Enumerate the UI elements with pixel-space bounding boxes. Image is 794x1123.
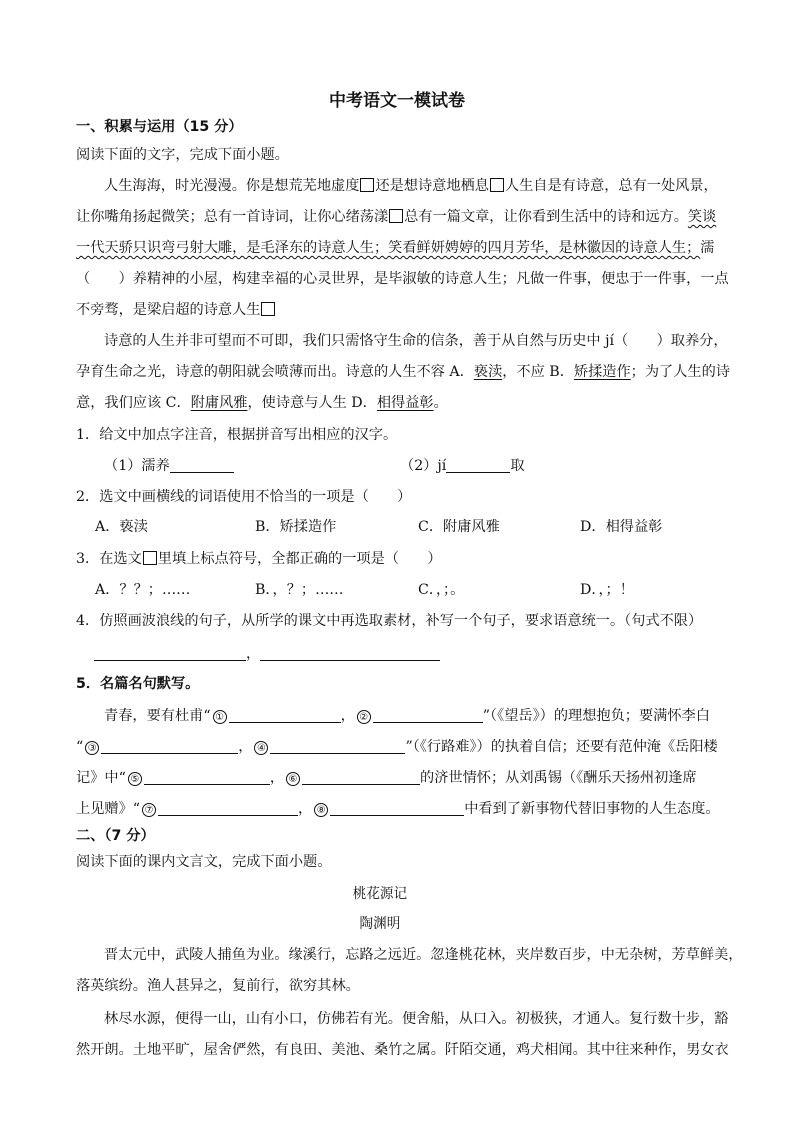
circled-number: ④: [254, 741, 268, 755]
text-span: 上见赠》“: [76, 801, 141, 817]
classical-text-line-4: 然开朗。土地平旷，屋舍俨然，有良田、美池、桑竹之属。阡陌交通，鸡犬相闻。其中往来种作，男女衣: [76, 1042, 729, 1058]
section-2-heading: 二、（7 分）: [76, 828, 155, 844]
question-1: 1．给文中加点字注音，根据拼音写出相应的汉字。: [76, 427, 398, 443]
passage-2-line-3: [76, 393, 448, 413]
question-5-line-3: [76, 768, 697, 788]
text-span: （2）jí: [400, 458, 447, 474]
text-span: 意，我们应该 C．: [76, 395, 191, 411]
passage-1-line-1: [104, 176, 718, 196]
question-2-option-b[interactable]: B．矫揉造作: [255, 519, 337, 535]
answer-blank[interactable]: [229, 708, 341, 723]
question-5-line-4: [76, 799, 720, 819]
question-2-option-d[interactable]: D．相得益彰: [580, 519, 663, 535]
text-span: ”（《望岳》）的理想抱负；要满怀李白: [482, 708, 710, 724]
text-span: 让你嘴角扬起微笑；总有一首诗词，让你心绪荡漾: [76, 209, 389, 225]
circled-number: ⑤: [128, 772, 142, 786]
punct-box: [490, 178, 504, 192]
answer-blank[interactable]: [170, 458, 234, 473]
question-4-answer: [94, 644, 440, 664]
text-title: 桃花源记: [352, 886, 408, 902]
answer-blank[interactable]: [270, 739, 405, 754]
text-span: 人生海海，时光漫漫。你是想荒芜地虚度: [104, 178, 360, 194]
punct-box: [389, 209, 403, 223]
answer-blank[interactable]: [302, 770, 420, 785]
underlined-word: 相得益彰: [376, 395, 434, 411]
text-span: 青春，要有杜甫“: [104, 708, 211, 724]
question-1-part-1: [104, 456, 234, 476]
question-2-option-a[interactable]: A．亵渎: [95, 519, 148, 535]
passage-2-line-1: 诗意的人生并非可望而不可即，我们只需恪守生命的信条，善于从自然与历史中 jí（ ）取养分，: [104, 333, 728, 349]
question-3-option-d[interactable]: D．，；！: [580, 582, 634, 598]
text-span: ，: [269, 770, 285, 786]
answer-blank[interactable]: [158, 801, 298, 816]
text-span: 不旁骛，是梁启超的诗意人生: [76, 302, 261, 318]
answer-blank[interactable]: [330, 801, 464, 816]
question-4: 4．仿照画波浪线的句子，从所学的课文中再选取素材，补写一个句子，要求语意统一。（句式不限）: [76, 613, 703, 629]
circled-number: ①: [213, 710, 227, 724]
text-span: ”（《行路难》）的执着自信；还要有范仲淹《岳阳楼: [405, 739, 718, 755]
answer-blank[interactable]: [260, 646, 440, 661]
text-span: 3．在选文: [76, 551, 142, 567]
text-span: ，: [340, 708, 355, 724]
text-span: 中看到了新事物代替旧事物的人生态度。: [464, 801, 720, 817]
question-5-line-2: [76, 737, 718, 757]
text-span: ，: [238, 739, 253, 755]
answer-blank[interactable]: [373, 708, 483, 723]
question-5-line-1: [104, 706, 710, 726]
passage-1-line-3: [76, 238, 714, 258]
question-1-part-2: [400, 456, 525, 476]
circled-number: ③: [85, 741, 99, 755]
text-span: ，不应 B．: [502, 364, 574, 380]
text-span: 里填上标点符号，全都正确的一项是（ ）: [157, 551, 442, 567]
text-span: ，: [246, 646, 261, 662]
text-span: 濡: [700, 240, 715, 256]
circled-number: ⑦: [142, 803, 156, 817]
text-span: 。: [433, 395, 448, 411]
circled-number: ⑧: [314, 803, 328, 817]
question-5: 5．名篇名句默写。: [76, 676, 200, 692]
underlined-word: 亵渎: [473, 364, 503, 380]
wavy-sentence: 一代天骄只识弯弓射大雕，是毛泽东的诗意人生；笑看鲜妍娉婷的四月芳华，是林徽因的诗意人生；: [76, 240, 701, 256]
question-2: 2．选文中画横线的词语使用不恰当的一项是（ ）: [76, 489, 412, 505]
punct-box: [143, 551, 157, 565]
answer-blank[interactable]: [94, 646, 246, 661]
punct-box: [261, 302, 275, 316]
classical-text-line-2: 落英缤纷。渔人甚异之，复前行，欲穷其林。: [76, 978, 360, 994]
section-1-heading: 一、积累与运用（15 分）: [76, 119, 243, 135]
text-author: 陶渊明: [359, 916, 401, 932]
section-1-instruction: 阅读下面的文字，完成下面小题。: [76, 147, 289, 163]
question-2-option-c[interactable]: C．附庸风雅: [418, 519, 500, 535]
question-3-option-a[interactable]: A．？？；……: [95, 582, 191, 598]
text-span: 的济世情怀；从刘禹锡（《酬乐天扬州初逢席: [420, 770, 697, 786]
text-span: （1）濡养: [104, 458, 170, 474]
text-span: 还是想诗意地栖息: [375, 178, 489, 194]
text-span: 取: [510, 458, 525, 474]
text-span: ，: [298, 801, 313, 817]
passage-1-line-2: [76, 207, 716, 227]
text-span: “: [76, 739, 84, 755]
text-span: ，使诗意与人生 D．: [247, 395, 377, 411]
passage-1-line-5: [76, 300, 276, 320]
classical-text-line-3: 林尽水源，便得一山，山有小口，仿佛若有光。便舍船，从口入。初极狭，才通人。复行数十步，豁: [104, 1011, 729, 1027]
circled-number: ②: [357, 710, 371, 724]
underlined-word: 矫揉造作: [573, 364, 631, 380]
passage-1-line-4: （ ）养精神的小屋，构建幸福的心灵世界，是毕淑敏的诗意人生；凡做一件事，便忠于一件事，一点: [76, 271, 729, 287]
answer-blank[interactable]: [101, 739, 238, 754]
text-span: 孕育生命之光，诗意的朝阳就会喷薄而出。诗意的人生不容 A．: [76, 364, 474, 380]
punct-box: [360, 178, 374, 192]
text-span: 记》中“: [76, 770, 126, 786]
question-3: [76, 549, 442, 569]
question-3-option-b[interactable]: B．，？；……: [255, 582, 344, 598]
question-3-option-c[interactable]: C．，；。: [418, 582, 465, 598]
text-span: ；为了人生的诗: [630, 364, 730, 380]
text-span: 总有一篇文章，让你看到生活中的诗和远方。: [404, 209, 688, 225]
classical-text-line-1: 晋太元中，武陵人捕鱼为业。缘溪行，忘路之远近。忽逢桃花林，夹岸数百步，中无杂树，芳草鲜美，: [104, 947, 743, 963]
circled-number: ⑥: [286, 772, 300, 786]
section-2-instruction: 阅读下面的课内文言文，完成下面小题。: [76, 854, 332, 870]
answer-blank[interactable]: [446, 458, 510, 473]
page-title: 中考语文一模试卷: [329, 91, 465, 111]
text-span: 人生自是有诗意，总有一处风景，: [504, 178, 718, 194]
wavy-sentence: 笑谈: [687, 209, 717, 225]
passage-2-line-2: [76, 362, 730, 382]
answer-blank[interactable]: [144, 770, 270, 785]
underlined-word: 附庸风雅: [190, 395, 248, 411]
